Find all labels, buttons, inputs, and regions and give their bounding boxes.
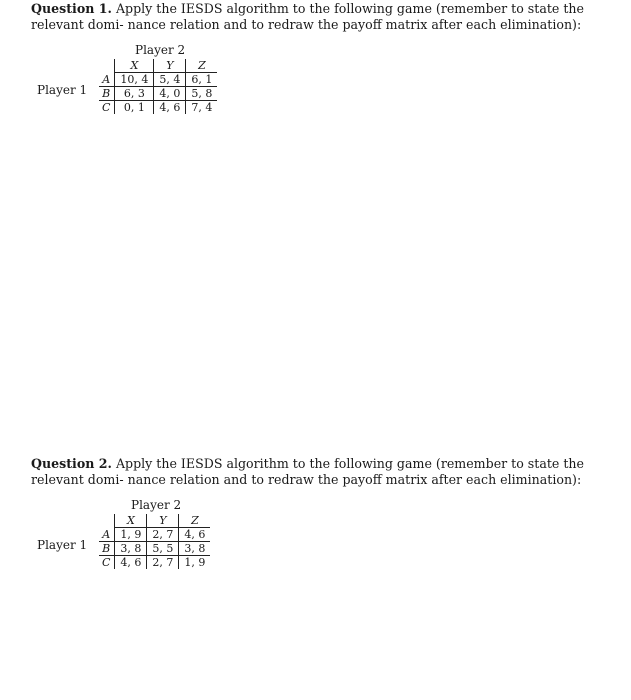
- payoff-cell-a-y: 5, 4: [154, 73, 186, 87]
- row-header-b: B: [99, 542, 115, 556]
- payoff-cell-c-y: 4, 6: [154, 101, 186, 115]
- payoff-cell-c-z: 7, 4: [191, 101, 213, 114]
- payoff-cell-b-z: 5, 8: [186, 87, 218, 101]
- payoff-cell-b-y: 5, 5: [147, 542, 179, 556]
- payoff-cell-a-z: 4, 6: [179, 528, 211, 542]
- payoff-cell-b-x: 3, 8: [115, 542, 147, 556]
- question-1-label: Question 1.: [31, 1, 112, 16]
- payoff-cell-a-x: 1, 9: [115, 528, 147, 542]
- question-2-player1-label: Player 1: [37, 538, 88, 552]
- payoff-cell-a-z: 6, 1: [186, 73, 218, 87]
- column-header-y: Y: [147, 514, 179, 528]
- payoff-cell-a-y: 2, 7: [147, 528, 179, 542]
- question-1-prompt: [31, 1, 606, 33]
- payoff-cell-c-x: 4, 6: [120, 556, 142, 569]
- payoff-cell-c-x: 0, 1: [123, 101, 145, 114]
- column-header-x: X: [115, 514, 147, 528]
- payoff-cell-b-y: 4, 0: [154, 87, 186, 101]
- row-header-a: A: [99, 73, 115, 87]
- payoff-cell-b-z: 3, 8: [179, 542, 211, 556]
- matrix-corner: [99, 514, 115, 528]
- column-header-x: X: [115, 59, 154, 73]
- question-1-player1-label: Player 1: [37, 83, 88, 97]
- row-header-a: A: [99, 528, 115, 542]
- matrix-corner: [99, 59, 115, 73]
- column-header-z: Z: [179, 514, 211, 528]
- question-2-player2-label: Player 2: [131, 498, 182, 512]
- payoff-cell-c-y: 2, 7: [147, 556, 179, 570]
- question-1-payoff-matrix: [99, 59, 217, 114]
- payoff-cell-c-z: 1, 9: [184, 556, 206, 569]
- question-2-text: Apply the IESDS algorithm to the following game (remember to state the relevant domi- nance relation and to redraw the payoff matrix after each elimination):: [31, 456, 584, 487]
- payoff-cell-a-x: 10, 4: [115, 73, 154, 87]
- question-2-label: Question 2.: [31, 456, 112, 471]
- question-2-payoff-matrix: [99, 514, 210, 569]
- row-header-b: B: [99, 87, 115, 101]
- row-header-c: C: [99, 556, 115, 570]
- row-header-c: C: [99, 101, 115, 115]
- question-1-text: Apply the IESDS algorithm to the following game (remember to state the relevant domi- nance relation and to redraw the payoff matrix after each elimination):: [31, 1, 584, 32]
- payoff-cell-b-x: 6, 3: [115, 87, 154, 101]
- column-header-z: Z: [186, 59, 218, 73]
- column-header-y: Y: [154, 59, 186, 73]
- question-2-prompt: [31, 456, 606, 488]
- question-1-player2-label: Player 2: [135, 43, 186, 57]
